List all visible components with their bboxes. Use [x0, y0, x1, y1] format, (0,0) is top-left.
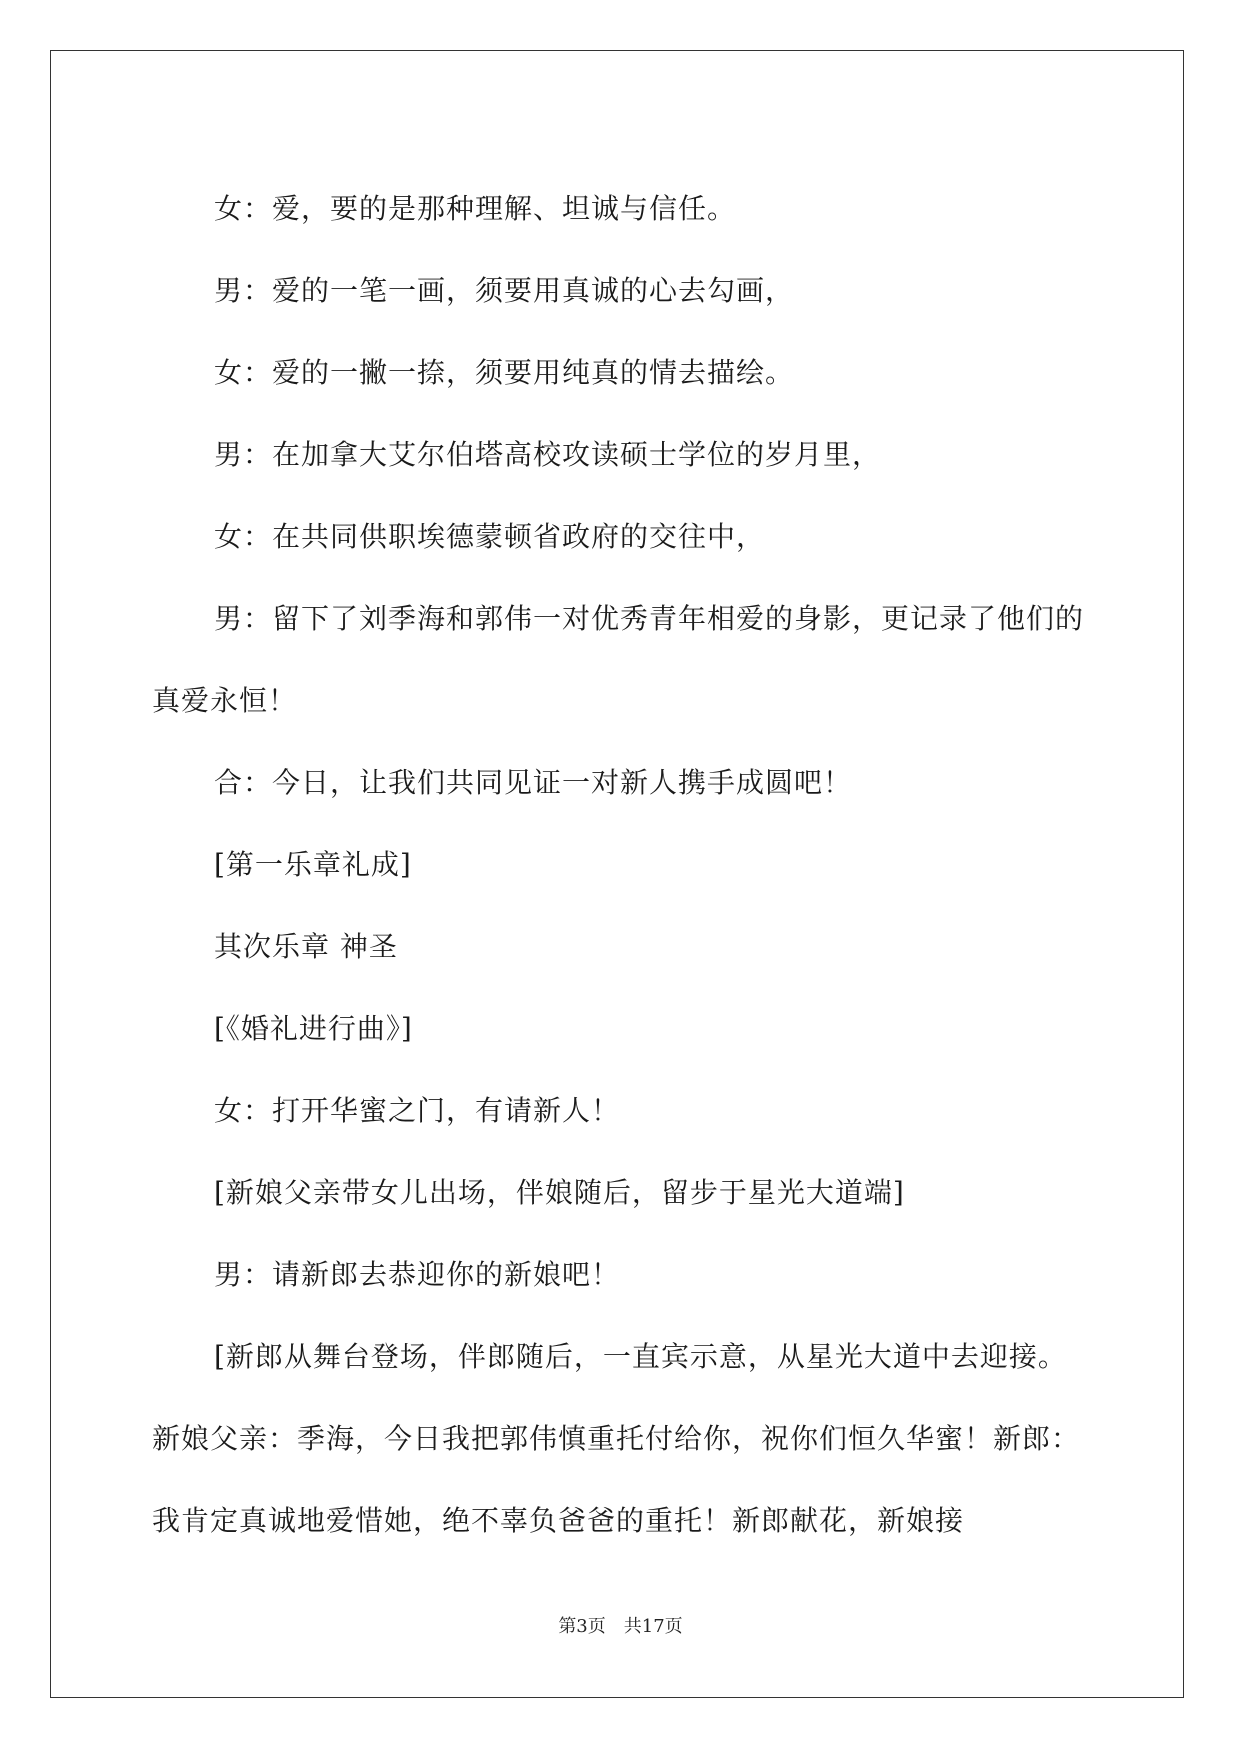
paragraph: 男：请新郎去恭迎你的新娘吧！: [214, 1258, 621, 1291]
paragraph: 女：打开华蜜之门，有请新人！: [214, 1094, 621, 1127]
paragraph: 女：在共同供职埃德蒙顿省政府的交往中，: [214, 520, 766, 553]
page-number-footer: 第3页 共17页: [558, 1616, 683, 1637]
paragraph: 男：留下了刘季海和郭伟一对优秀青年相爱的身影，更记录了他们的真爱永恒！: [152, 602, 1085, 717]
paragraph: 男：爱的一笔一画，须要用真诚的心去勾画，: [214, 274, 795, 307]
paragraph: 女：爱的一撇一捺，须要用纯真的情去描绘。: [214, 356, 795, 389]
paragraph: 男：在加拿大艾尔伯塔高校攻读硕士学位的岁月里，: [214, 438, 882, 471]
paragraph: [新娘父亲带女儿出场，伴娘随后，留步于星光大道端]: [214, 1176, 905, 1209]
paragraph: [《婚礼进行曲》]: [214, 1012, 413, 1045]
paragraph: 女：爱，要的是那种理解、坦诚与信任。: [214, 192, 737, 225]
paragraph: [新郎从舞台登场，伴郎随后，一直宾示意，从星光大道中去迎接。新娘父亲：季海，今日我把郭伟慎重托付给你，祝你们恒久华蜜！新郎：我肯定真诚地爱惜她，绝不辜负爸爸的重托！新郎献花，新娘接: [152, 1340, 1081, 1537]
document-body: [152, 168, 1084, 1562]
paragraph: 合：今日，让我们共同见证一对新人携手成圆吧！: [214, 766, 853, 799]
paragraph: 其次乐章 神圣: [214, 930, 398, 963]
paragraph: [第一乐章礼成]: [214, 848, 412, 881]
